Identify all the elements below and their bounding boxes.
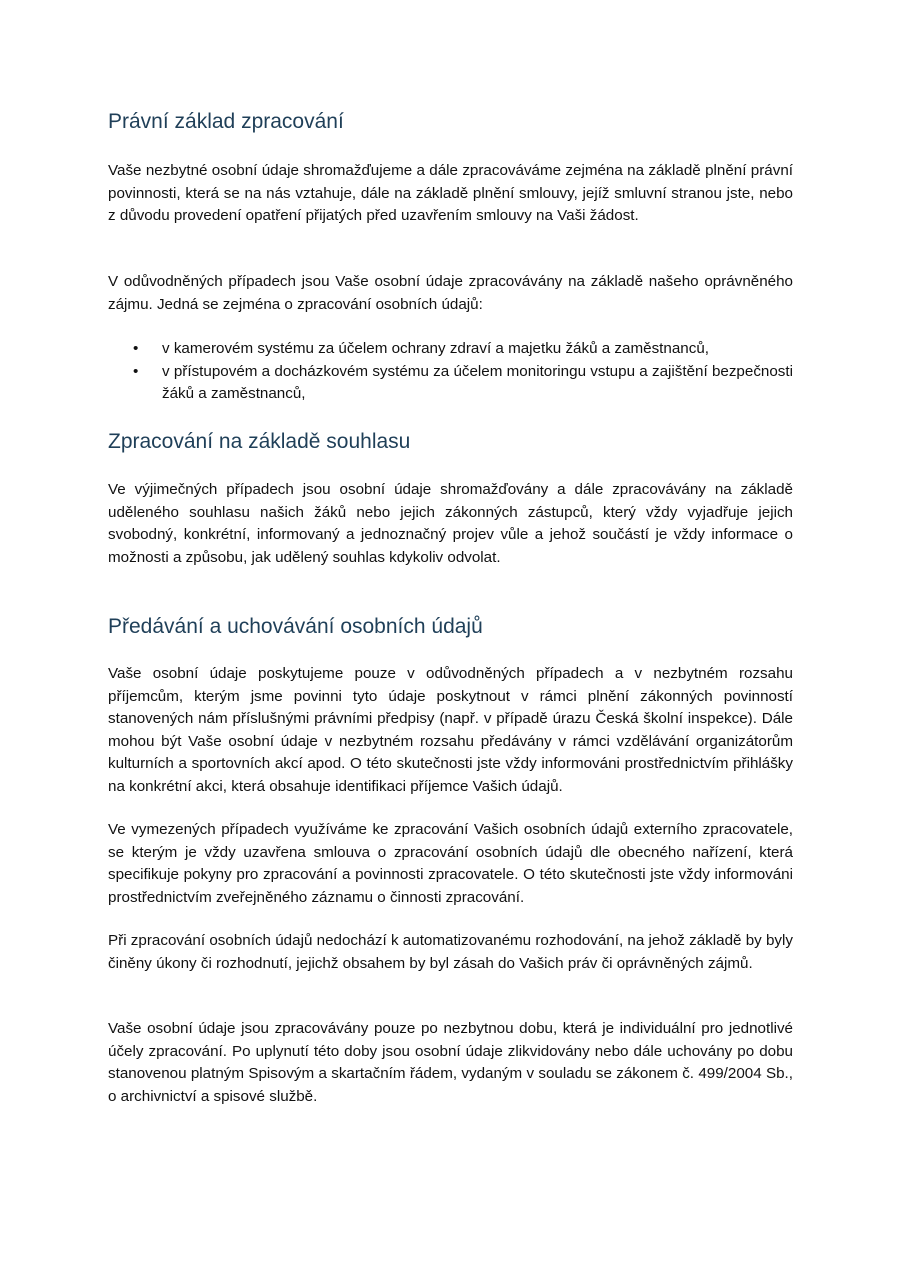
bullet-list-legitimate-interest (108, 338, 793, 406)
heading-legal-basis: Právní základ zpracování (108, 110, 344, 133)
paragraph-legal-basis: Vaše nezbytné osobní údaje shromažďujeme a dále zpracováváme zejména na základě plnění právní povinnosti, která se na nás vztahuje, dále na základě plnění smlouvy, jejíž smluvní stranou jste, nebo z důvodu provedení opatření přijatých před uzavřením smlouvy na Vaši žádost. (108, 162, 793, 224)
bullet-icon: • (133, 340, 139, 357)
paragraph-legitimate-interest: V odůvodněných případech jsou Vaše osobní údaje zpracovávány na základě našeho oprávněného zájmu. Jedná se zejména o zpracování osobních údajů: (108, 273, 793, 313)
list-item (108, 338, 793, 361)
list-item-text: v kamerovém systému za účelem ochrany zdraví a majetku žáků a zaměstnanců, (162, 340, 709, 357)
paragraph-consent: Ve výjimečných případech jsou osobní údaje shromažďovány a dále zpracovávány na základě uděleného souhlasu našich žáků nebo jejich zákonných zástupců, který vždy vyjadřuje jejich svobodný, konkrétní, informovaný a jednoznačný projev vůle a jehož součástí je vždy informace o možnosti a způsobu, jak udělený souhlas kdykoliv odvolat. (108, 481, 793, 566)
list-item-text: v přístupovém a docházkovém systému za účelem monitoringu vstupu a zajištění bezpečnosti žáků a zaměstnanců, (162, 362, 793, 402)
paragraph-automated-decisions: Při zpracování osobních údajů nedochází k automatizovanému rozhodování, na jehož základě by byly činěny úkony či rozhodnutí, jejichž obsahem by byl zásah do Vašich práv či oprávněných zájmů. (108, 932, 793, 972)
heading-transfer-retention: Předávání a uchovávání osobních údajů (108, 615, 483, 638)
list-item (108, 361, 793, 406)
heading-consent: Zpracování na základě souhlasu (108, 430, 411, 453)
bullet-icon: • (133, 362, 139, 380)
paragraph-retention: Vaše osobní údaje jsou zpracovávány pouze po nezbytnou dobu, která je individuální pro jednotlivé účely zpracování. Po uplynutí této doby jsou osobní údaje zlikvidovány nebo dále uchovány po dobu stanovenou platným Spisovým a skartačním řádem, vydaným v souladu se zákonem č. 499/2004 Sb., o archivnictví a spisové službě. (108, 1020, 793, 1105)
paragraph-recipients: Vaše osobní údaje poskytujeme pouze v odůvodněných případech a v nezbytném rozsahu příjemcům, kterým jsme povinni tyto údaje poskytnout v rámci plnění zákonných povinností stanovených nám příslušnými právními předpisy (např. v případě úrazu Česká školní inspekce). Dále mohou být Vaše osobní údaje v nezbytném rozsahu předávány v rámci vzdělávání organizátorům kulturních a sportovních akcí apod. O této skutečnosti jste vždy informováni prostřednictvím přihlášky na konkrétní akci, která obsahuje identifikaci příjemce Vašich údajů. (108, 665, 793, 795)
paragraph-processor: Ve vymezených případech využíváme ke zpracování Vašich osobních údajů externího zpracovatele, se kterým je vždy uzavřena smlouva o zpracování osobních údajů dle obecného nařízení, která specifikuje pokyny pro zpracování a povinnosti zpracovatele. O této skutečnosti jste vždy informováni prostřednictvím zveřejněného záznamu o činnosti zpracování. (108, 821, 793, 906)
